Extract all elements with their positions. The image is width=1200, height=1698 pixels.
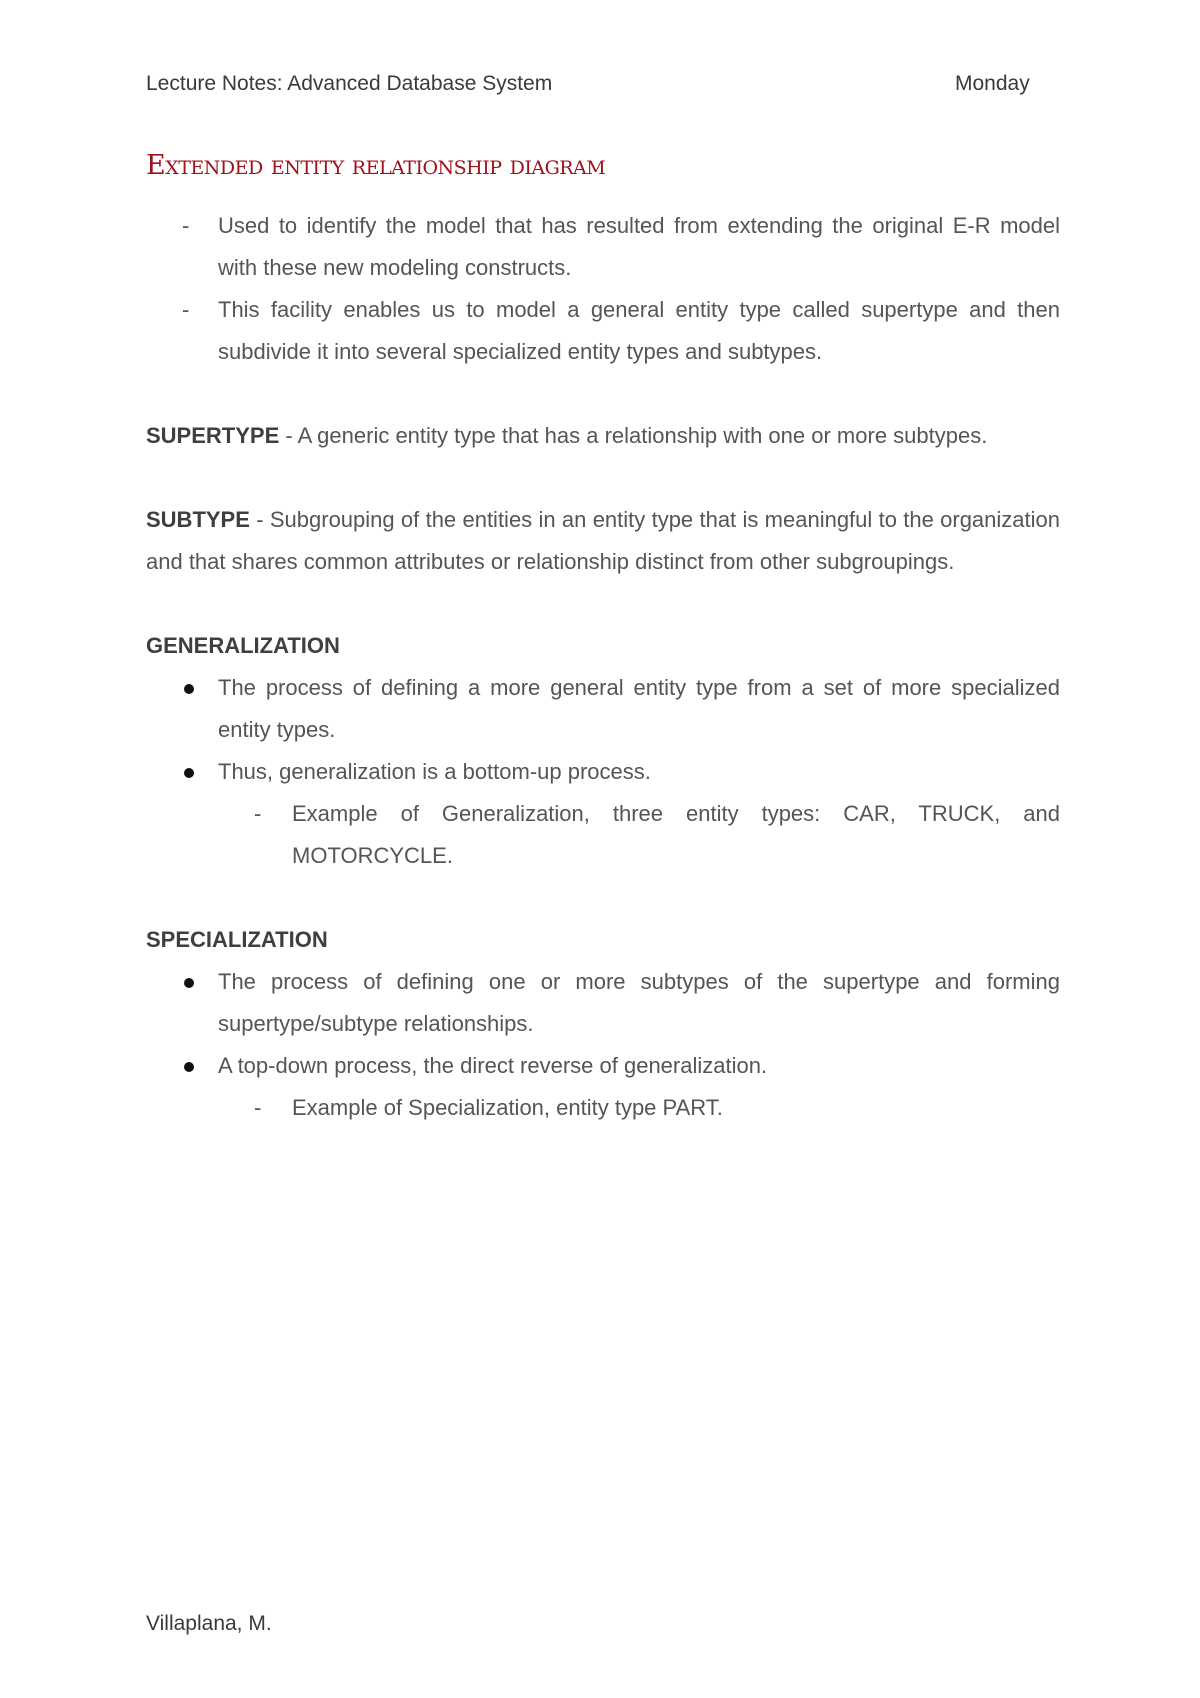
- spacer: [146, 583, 1060, 625]
- intro-item-text: This facility enables us to model a general entity type called supertype and then subdivide it into several specialized entity types and subtypes.: [218, 297, 1060, 364]
- generalization-bullet-text: The process of defining a more general entity type from a set of more specialized entity types.: [218, 675, 1060, 742]
- generalization-bullet: [146, 667, 1060, 751]
- intro-item-text: Used to identify the model that has resulted from extending the original E-R model with these new modeling constructs.: [218, 213, 1060, 280]
- spacer: [146, 877, 1060, 919]
- specialization-example: [146, 1087, 1060, 1129]
- supertype-term: SUPERTYPE: [146, 423, 280, 448]
- supertype-definition: [146, 415, 1060, 457]
- specialization-heading: SPECIALIZATION: [146, 927, 328, 952]
- bullet-dot-icon: [184, 768, 194, 778]
- specialization-example-text: Example of Specialization, entity type PART.: [292, 1095, 723, 1120]
- subtype-term: SUBTYPE: [146, 507, 250, 532]
- dash-marker: -: [254, 1095, 262, 1120]
- specialization-bullet: [146, 1045, 1060, 1087]
- generalization-heading: GENERALIZATION: [146, 633, 340, 658]
- generalization-example: [146, 793, 1060, 877]
- dash-marker: -: [254, 801, 262, 826]
- bullet-dot-icon: [184, 1062, 194, 1072]
- dash-marker: -: [182, 213, 190, 238]
- dash-marker: -: [182, 297, 190, 322]
- header-day: Monday: [955, 72, 1030, 95]
- bullet-dot-icon: [184, 978, 194, 988]
- generalization-example-text: Example of Generalization, three entity types: CAR, TRUCK, and MOTORCYCLE.: [292, 801, 1060, 868]
- intro-item: [146, 205, 1060, 289]
- spacer: [146, 373, 1060, 415]
- specialization-bullet: [146, 961, 1060, 1045]
- intro-item: [146, 289, 1060, 373]
- footer-author: Villaplana, M.: [146, 1612, 272, 1635]
- subtype-definition: [146, 499, 1060, 583]
- header-course-title: Lecture Notes: Advanced Database System: [146, 72, 553, 95]
- specialization-bullet-text: A top-down process, the direct reverse of generalization.: [218, 1053, 768, 1078]
- generalization-bullet-text: Thus, generalization is a bottom-up process.: [218, 759, 651, 784]
- subtype-text: - Subgrouping of the entities in an entity type that is meaningful to the organization and that shares common attributes or relationship distinct from other subgroupings.: [146, 507, 1060, 574]
- spacer: [146, 457, 1060, 499]
- bullet-dot-icon: [184, 684, 194, 694]
- generalization-bullet: [146, 751, 1060, 793]
- page-title: Extended entity relationship diagram: [146, 150, 606, 181]
- specialization-bullet-text: The process of defining one or more subtypes of the supertype and forming supertype/subtype relationships.: [218, 969, 1060, 1036]
- supertype-text: - A generic entity type that has a relationship with one or more subtypes.: [279, 423, 988, 448]
- notes-body: [146, 205, 1060, 1129]
